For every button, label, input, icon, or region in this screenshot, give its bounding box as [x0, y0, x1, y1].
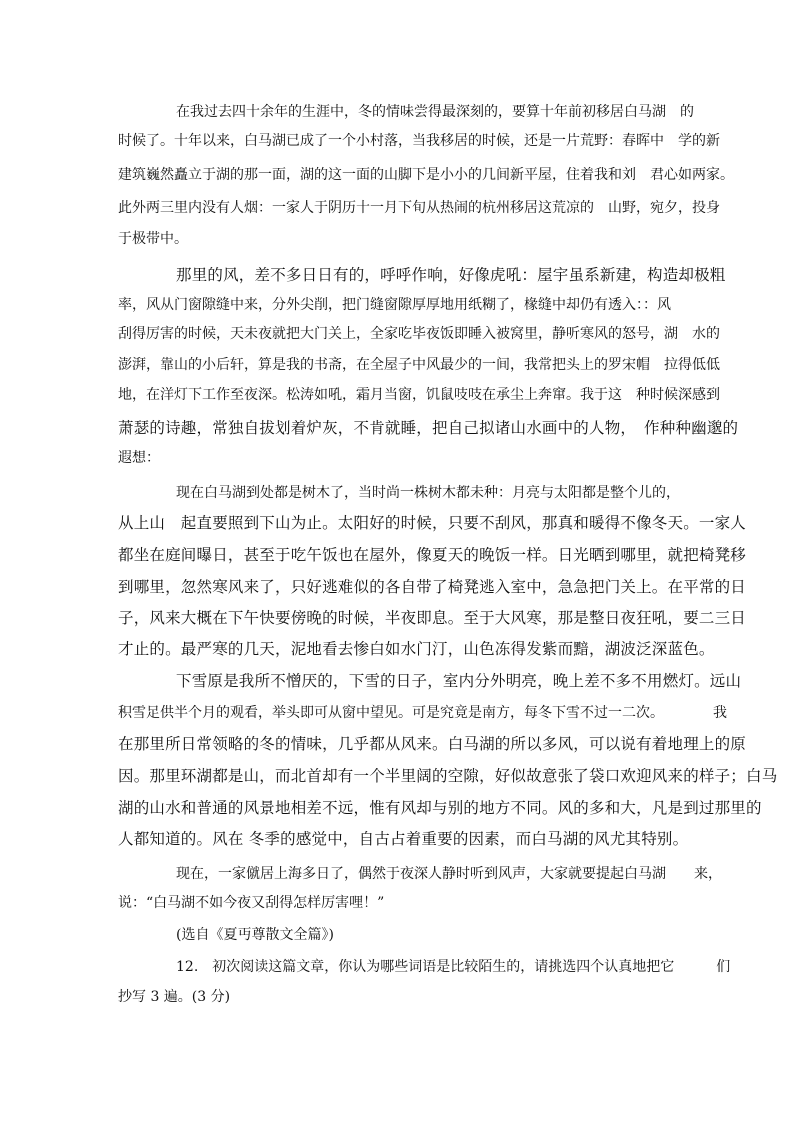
- text-line-17: 子，风来大概在下午快要傍晚的时候，半夜即息。至于大风寒，那是整日夜狂吼，要二三日: [118, 609, 747, 627]
- text-line-24: 人都知道的。风在 冬季的感觉中，自古占着重要的因素，而白马湖的风尤其特别。: [118, 830, 689, 848]
- text-line-19: 下雪原是我所不憎厌的，下雪的日子，室内分外明亮，晚上差不多不用燃灯。远山: [176, 672, 742, 690]
- text-line-23: 湖的山水和普通的风景地相差不远，惟有风却与别的地方不同。风的多和大，凡是到过那里的: [118, 799, 762, 817]
- text-line-1: 在我过去四十余年的生涯中，冬的情味尝得最深刻的，要算十年前初移居白马湖 的: [176, 104, 694, 120]
- text-line-8: 刮得厉害的时候，天未夜就把大门关上，全家吃毕夜饭即睡入被窝里，静听寒风的怒号，湖 水的: [118, 326, 720, 342]
- text-line-6: 那里的风，差不多日日有的，呼呼作响，好像虎吼：屋宇虽系新建，构造却极粗: [176, 266, 726, 284]
- text-line-12: 遐想：: [118, 450, 160, 466]
- question-12-line-1: 12. 初次阅读这篇文章，你认为哪些词语是比较陌生的，请挑选四个认真地把它 们: [176, 959, 731, 975]
- text-line-3: 建筑巍然矗立于湖的那一面，湖的这一面的山脚下是小小的几间新平屋，住着我和刘 君心如两家。: [118, 167, 734, 183]
- text-line-20: 积雪足供半个月的观看，举头即可从窗中望见。可是究竟是南方，每冬下雪不过一二次。 我: [118, 705, 727, 721]
- text-line-2: 时候了。十年以来，白马湖已成了一个小村落，当我移居的时候，还是一片荒野：春晖中 学的新: [118, 133, 720, 149]
- source-citation: (选自《夏丏尊散文全篇》): [176, 927, 334, 943]
- question-12-line-2: 抄写 3 遍。(3 分): [118, 989, 231, 1005]
- text-line-25: 现在，一家僦居上海多日了，偶然于夜深人静时听到风声，大家就要提起白马湖 来，: [176, 866, 722, 882]
- text-line-7: 率，风从门窗隙缝中来，分外尖削，把门缝窗隙厚厚地用纸糊了，椽缝中却仍有透入：：风: [118, 297, 671, 313]
- text-line-22: 因。那里环湖都是山，而北首却有一个半里阔的空隙，好似故意张了袋口欢迎风来的样子；白马: [118, 767, 778, 785]
- text-line-21: 在那里所日常领略的冬的情味，几乎都从风来。白马湖的所以多风，可以说有着地理上的原: [118, 735, 747, 753]
- text-line-5: 于极带中。: [118, 231, 188, 247]
- text-line-9: 澎湃，靠山的小后轩，算是我的书斋，在全屋子中风最少的一间，我常把头上的罗宋帽 拉得低低: [118, 357, 720, 373]
- text-line-10: 地，在洋灯下工作至夜深。松涛如吼，霜月当窗，饥鼠吱吱在承尘上奔窜。我于这 种时候深感到: [118, 387, 720, 403]
- text-line-16: 到哪里，忽然寒风来了，只好逃难似的各自带了椅凳逃入室中，急急把门关上。在平常的日: [118, 578, 747, 596]
- text-line-18: 才止的。最严寒的几天，泥地看去惨白如水门汀，山色冻得发紫而黯，湖波泛深蓝色。: [118, 640, 715, 658]
- text-line-26: 说：“白马湖不如今夜又刮得怎样厉害哩！”: [118, 895, 385, 911]
- text-line-4: 此外两三里内没有人烟：一家人于阴历十一月下旬从热闹的杭州移居这荒凉的 山野，宛夕，投身: [118, 200, 720, 216]
- text-line-13: 现在白马湖到处都是树木了，当时尚一株树木都未种：月亮与太阳都是整个儿的，: [176, 485, 680, 501]
- text-line-11: 萧瑟的诗趣，常独自拔划着炉灰，不肯就睡，把自己拟诸山水画中的人物， 作种种幽邈的: [118, 419, 739, 437]
- text-line-15: 都坐在庭间曝日，甚至于吃午饭也在屋外，像夏天的晚饭一样。日光晒到哪里，就把椅凳移: [118, 546, 747, 564]
- text-line-14: 从上山 起直要照到下山为止。太阳好的时候，只要不刮风，那真和暖得不像冬天。一家人: [118, 514, 747, 532]
